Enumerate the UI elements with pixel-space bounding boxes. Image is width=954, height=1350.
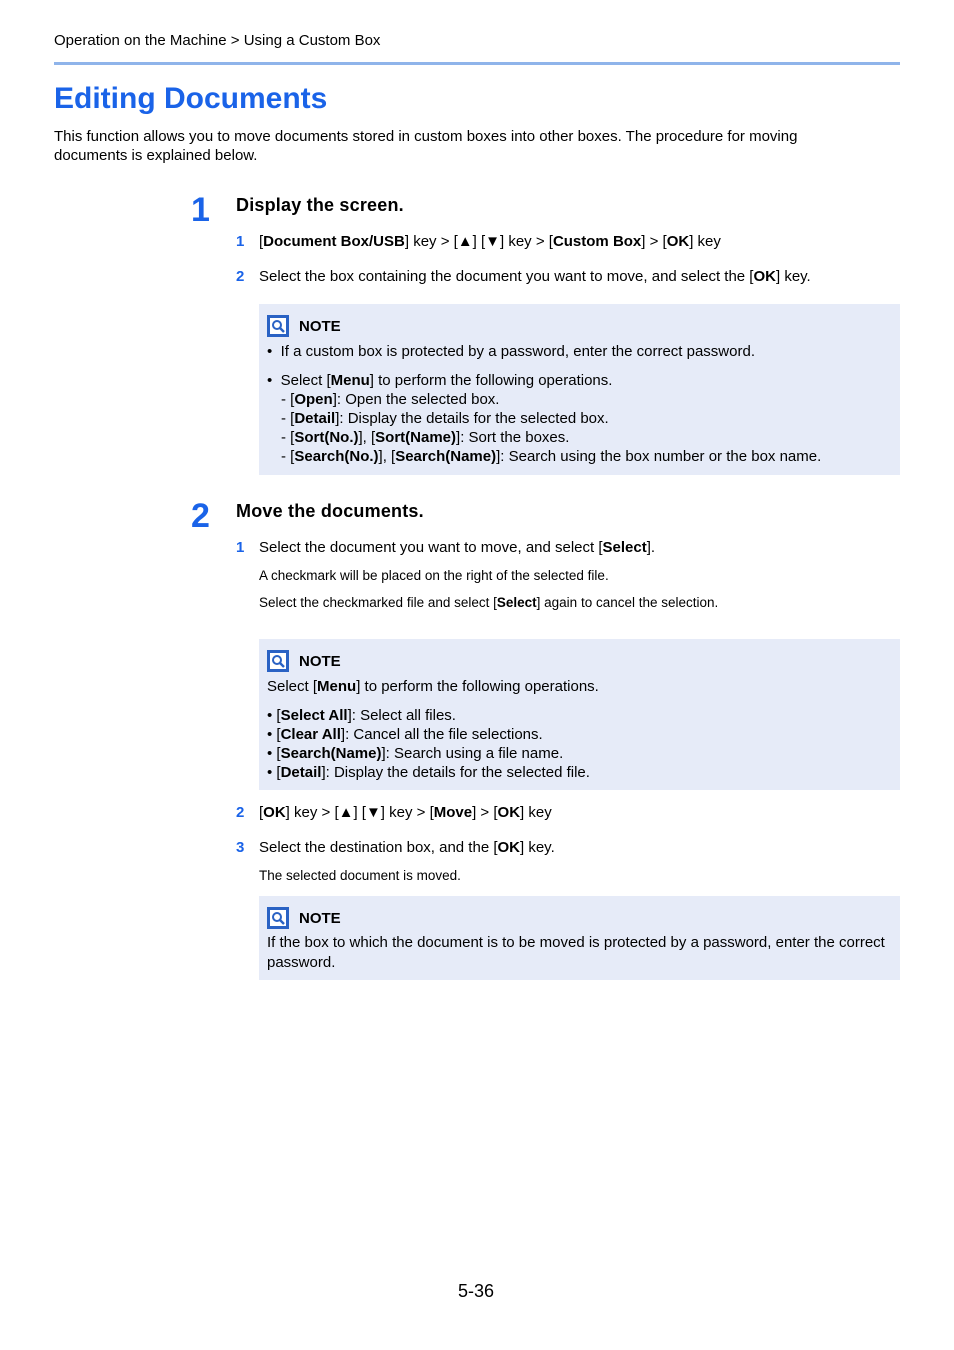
breadcrumb: Operation on the Machine > Using a Custom Box	[54, 32, 381, 49]
step-2-substep-1-text: Select the document you want to move, and select [Select].	[259, 539, 656, 556]
note-icon	[267, 315, 289, 337]
step-2-substep-3-text: Select the destination box, and the [OK] key.	[259, 839, 555, 856]
page-number: 5-36	[458, 1281, 495, 1301]
note-label: NOTE	[299, 652, 341, 670]
step-1-substep-2-text: Select the box containing the document you want to move, and select the [OK] key.	[259, 268, 811, 285]
step-1-substep-1-text: [Document Box/USB] key > [▲] [▼] key > [Custom Box] > [OK] key	[259, 233, 721, 250]
note-box-1	[259, 304, 900, 475]
step-2-substep-2-text: [OK] key > [▲] [▼] key > [Move] > [OK] key	[259, 804, 552, 821]
note-icon	[267, 907, 289, 929]
note-label: NOTE	[299, 909, 341, 927]
note-header	[267, 650, 341, 672]
note-bullet: • [Detail]: Display the details for the selected file.	[267, 764, 590, 781]
note-text: If the box to which the document is to be moved is protected by a password, enter the correct password.	[267, 934, 885, 971]
note-bullet: • [Search(Name)]: Search using a file name.	[267, 745, 564, 762]
note-box-3	[259, 896, 900, 980]
step-2-substep-3-number: 3	[236, 839, 245, 856]
page-title: Editing Documents	[54, 82, 328, 115]
header-rule	[54, 62, 900, 65]
note-sub-line: - [Search(No.)], [Search(Name)]: Search using the box number or the box name.	[281, 448, 822, 465]
note-header	[267, 315, 341, 337]
step-2-heading: Move the documents.	[236, 501, 424, 521]
step-1-heading: Display the screen.	[236, 195, 404, 215]
step-2-number: 2	[191, 497, 210, 535]
step-2-substep-1-info: Select the checkmarked file and select [Select] again to cancel the selection.	[259, 595, 719, 610]
step-2-substep-1-number: 1	[236, 539, 245, 556]
note-sub-line: - [Open]: Open the selected box.	[281, 391, 500, 408]
note-bullet: • [Clear All]: Cancel all the file selections.	[267, 726, 543, 743]
step-1-substep-1-number: 1	[236, 233, 245, 250]
note-sub-line: - [Sort(No.)], [Sort(Name)]: Sort the boxes.	[281, 429, 570, 446]
step-2-substep-3-info: The selected document is moved.	[259, 868, 461, 883]
note-intro: Select [Menu] to perform the following operations.	[267, 678, 599, 695]
note-label: NOTE	[299, 317, 341, 335]
step-1-number: 1	[191, 191, 210, 229]
intro-paragraph: This function allows you to move documents stored in custom boxes into other boxes. The procedure for moving documents is explained below.	[54, 128, 798, 164]
note-bullet: • If a custom box is protected by a password, enter the correct password.	[267, 343, 755, 360]
note-header	[267, 907, 341, 929]
step-2-substep-2-number: 2	[236, 804, 245, 821]
note-bullet: • [Select All]: Select all files.	[267, 707, 456, 724]
step-1-substep-2-number: 2	[236, 268, 245, 285]
note-box-2	[259, 639, 900, 790]
step-2-substep-1-info: A checkmark will be placed on the right of the selected file.	[259, 568, 609, 583]
note-sub-line: - [Detail]: Display the details for the selected box.	[281, 410, 609, 427]
note-icon	[267, 650, 289, 672]
note-bullet: • Select [Menu] to perform the following operations.	[267, 372, 613, 389]
